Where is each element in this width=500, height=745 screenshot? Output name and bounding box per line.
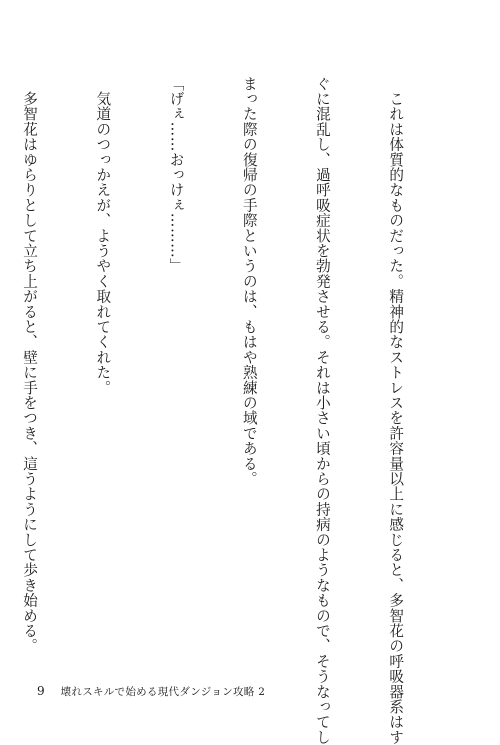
text-line: ぐに混乱し、過呼吸症状を勃発させる。それは小さい頃からの持病のようなもので、そうなってし (313, 76, 331, 745)
text-line: 多智花はゆらりとして立ち上がると、壁に手をつき、這うようにして歩き始める。 (21, 76, 39, 654)
page-footer (37, 684, 265, 699)
page-number: 9 (37, 684, 45, 698)
text-line: 気道のつっかえが、ようやく取れてくれた。 (94, 76, 112, 396)
text-line: これは体質的なものだった。精神的なストレスを許容量以上に感じると、多智花の呼吸器系はす (387, 76, 405, 745)
running-title: 壊れスキルで始める現代ダンジョン攻略 2 (60, 686, 266, 698)
text-line: まった際の復帰の手際というのは、もはや熟練の域である。 (240, 76, 258, 487)
text-line: 「げぇ……おっけぇ………」 (167, 76, 185, 274)
